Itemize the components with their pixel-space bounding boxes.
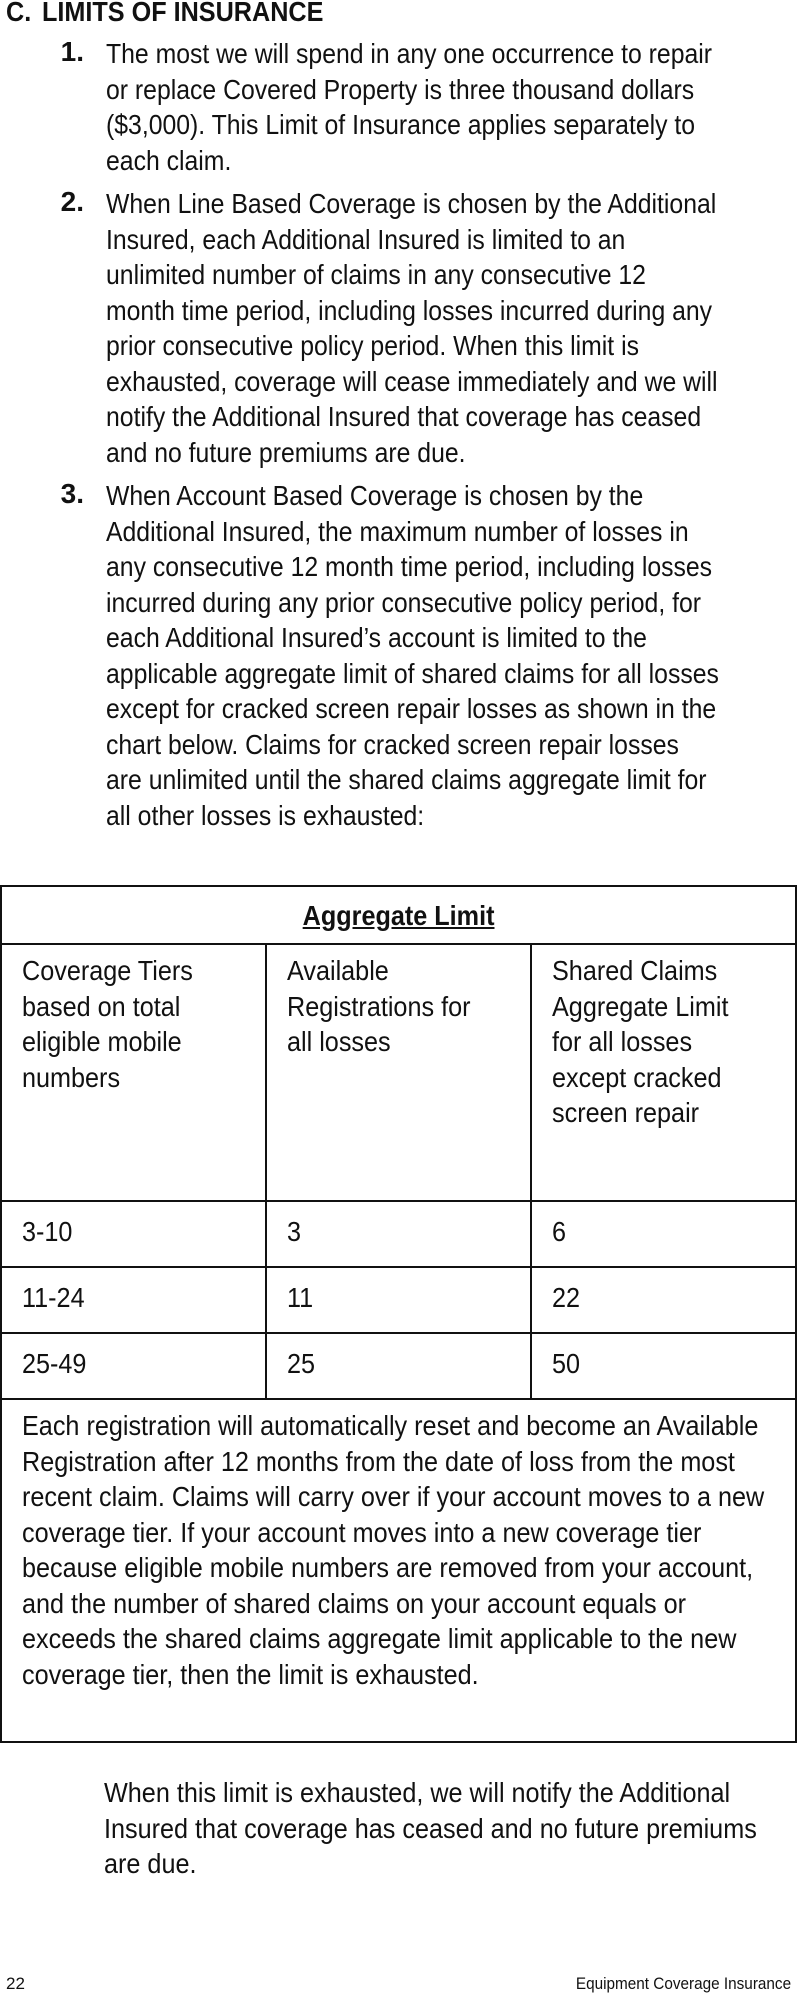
cell-tier: 3-10 bbox=[22, 1216, 73, 1247]
item-number: 1. bbox=[60, 36, 84, 67]
closing-text: When this limit is exhausted, we will notify the Additional Insured that coverage has ceased and no future premiums are due. bbox=[104, 1777, 757, 1879]
page-number: 22 bbox=[6, 1974, 25, 1993]
cell-registrations: 25 bbox=[287, 1348, 316, 1379]
list-item bbox=[0, 36, 799, 178]
table-row bbox=[2, 1268, 795, 1334]
header-line: eligible mobile bbox=[22, 1026, 182, 1057]
aggregate-limit-table bbox=[0, 885, 797, 1743]
table-row bbox=[2, 1334, 795, 1400]
header-cell-coverage-tiers bbox=[2, 945, 267, 1200]
section-title: LIMITS OF INSURANCE bbox=[42, 0, 324, 27]
list-item bbox=[0, 478, 799, 833]
item-text: When Line Based Coverage is chosen by the Additional Insured, each Additional Insured is limited to an unlimited number of claims in any consecutive 12 month time period, including losses incurred during any prior consecutive policy period. When this limit is exhausted, coverage will cease immediately and we will notify the Additional Insured that coverage has ceased and no future premiums are due. bbox=[106, 188, 718, 468]
cell-registrations: 3 bbox=[287, 1216, 302, 1247]
header-line: except cracked bbox=[552, 1061, 722, 1093]
header-line: Coverage Tiers bbox=[22, 955, 193, 986]
cell-tier: 11-24 bbox=[22, 1282, 85, 1313]
header-line: Shared Claims bbox=[552, 955, 718, 986]
section-heading bbox=[6, 0, 323, 28]
table-title-text: Aggregate Limit bbox=[302, 900, 495, 931]
item-text: The most we will spend in any one occurrence to repair or replace Covered Property is three thousand dollars ($3,000). This Limit of Insurance applies separately to each claim. bbox=[106, 38, 713, 176]
header-line: for all losses bbox=[552, 1026, 693, 1057]
cell-aggregate-limit: 22 bbox=[552, 1282, 581, 1313]
cell-tier: 25-49 bbox=[22, 1348, 87, 1379]
table-title bbox=[2, 887, 795, 945]
section-letter: C. bbox=[6, 0, 32, 27]
header-line: screen repair bbox=[552, 1097, 700, 1128]
table-row bbox=[2, 1202, 795, 1268]
table-header-row bbox=[2, 945, 795, 1202]
cell-aggregate-limit: 50 bbox=[552, 1348, 581, 1379]
header-line: based on total bbox=[22, 990, 181, 1022]
header-line: all losses bbox=[287, 1026, 391, 1057]
item-number: 2. bbox=[60, 186, 84, 217]
header-line: Available bbox=[287, 955, 389, 986]
list-item bbox=[0, 186, 799, 470]
footer-title: Equipment Coverage Insurance bbox=[575, 1974, 791, 1993]
cell-registrations: 11 bbox=[287, 1282, 314, 1313]
closing-paragraph bbox=[104, 1775, 794, 1882]
table-note-text: Each registration will automatically reset and become an Available Registration after 12 months from the date of loss from the most recent claim. Claims will carry over if your account moves to a new coverage tier. If your account moves into a new coverage tier because eligible mobile numbers are removed from your account, and the number of shared claims on your account equals or exceeds the shared claims aggregate limit applicable to the new coverage tier, then the limit is exhausted. bbox=[22, 1410, 765, 1690]
header-cell-available-registrations bbox=[267, 945, 532, 1200]
cell-aggregate-limit: 6 bbox=[552, 1216, 567, 1247]
table-note bbox=[2, 1400, 795, 1700]
item-number: 3. bbox=[60, 478, 84, 509]
item-text: When Account Based Coverage is chosen by the Additional Insured, the maximum number of losses in any consecutive 12 month time period, including losses incurred during any prior consecutive policy period, for each Additional Insured’s account is limited to the applicable aggregate limit of shared claims for all losses except for cracked screen repair losses as shown in the chart below. Claims for cracked screen repair losses are unlimited until the shared claims aggregate limit for all other losses is exhausted: bbox=[106, 480, 719, 831]
header-line: numbers bbox=[22, 1061, 121, 1093]
header-line: Registrations for bbox=[287, 990, 471, 1022]
header-cell-shared-claims bbox=[532, 945, 795, 1200]
header-line: Aggregate Limit bbox=[552, 990, 729, 1022]
limits-list bbox=[0, 36, 799, 841]
